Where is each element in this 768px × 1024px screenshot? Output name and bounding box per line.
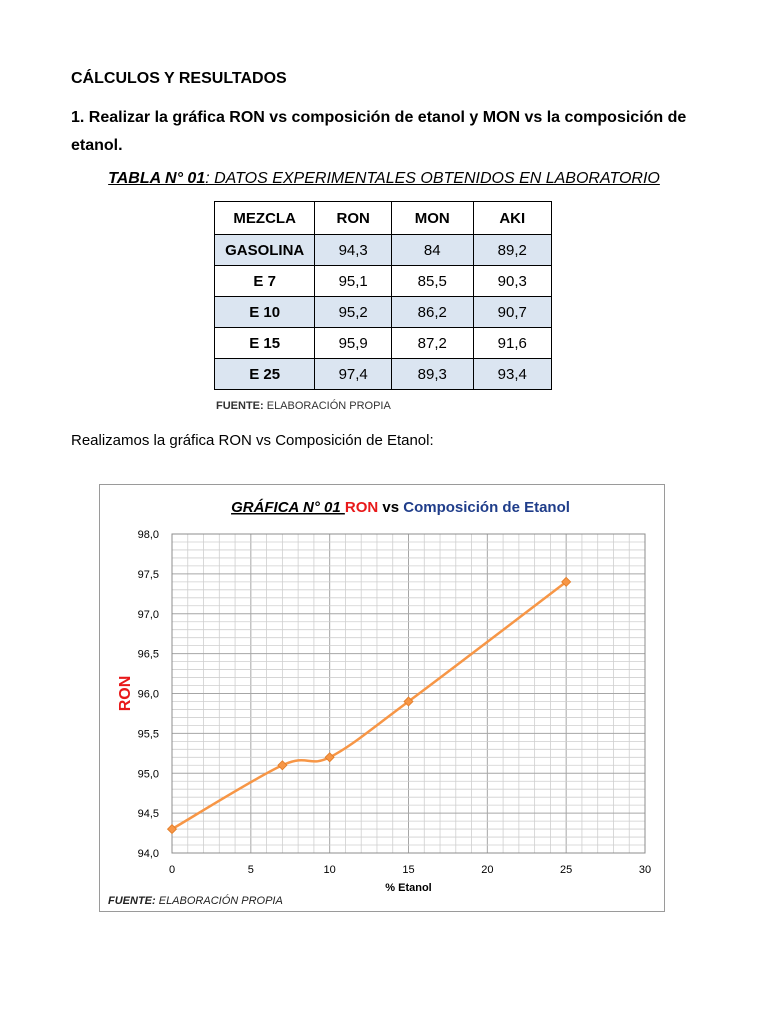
table-cell: E 7: [215, 266, 315, 297]
chart-title-part: RON: [344, 499, 379, 516]
chart-frame: [99, 484, 665, 912]
table-cell: 86,2: [391, 297, 473, 328]
chart-source-note: [108, 895, 283, 907]
table-cell: 89,2: [473, 235, 551, 266]
table-cell: GASOLINA: [215, 235, 315, 266]
x-tick-label: 0: [168, 864, 176, 876]
table-caption-label: TABLA N° 01: [108, 170, 206, 187]
table-cell: 95,9: [315, 328, 392, 359]
table-cell: 85,5: [391, 266, 473, 297]
x-tick-label: 25: [560, 864, 573, 876]
section-title: CÁLCULOS Y RESULTADOS: [71, 70, 287, 87]
table-cell: 93,4: [473, 359, 551, 390]
ron-chart: [100, 485, 664, 911]
y-tick-label: 94,0: [137, 848, 159, 860]
data-point-marker: [278, 761, 287, 770]
y-tick-label: 96,0: [137, 688, 159, 701]
x-tick-label: 15: [402, 864, 415, 876]
y-tick-label: 94,5: [137, 808, 159, 821]
chart-source-label: FUENTE:: [108, 895, 156, 907]
table-caption-text: : DATOS EXPERIMENTALES OBTENIDOS EN LABORATORIO: [205, 170, 660, 187]
y-tick-label: 97,0: [137, 608, 159, 621]
chart-title: [231, 499, 570, 516]
table-cell: 95,1: [315, 266, 392, 297]
table-source-label: FUENTE:: [216, 400, 264, 412]
table-cell: 94,3: [315, 235, 392, 266]
chart-source-text: ELABORACIÓN PROPIA: [155, 895, 283, 907]
chart-intro-text: Realizamos la gráfica RON vs Composición de Etanol:: [71, 432, 434, 449]
table-header-cell: MEZCLA: [215, 202, 315, 235]
chart-title-part: GRÁFICA N° 01: [231, 499, 345, 516]
ron-series-line: [172, 582, 566, 829]
x-tick-label: 30: [638, 864, 652, 876]
table-source-note: [216, 400, 391, 412]
table-caption: [0, 170, 768, 188]
y-tick-label: 96,5: [137, 648, 159, 661]
table-row: [215, 235, 552, 266]
x-axis-label: % Etanol: [385, 882, 432, 894]
chart-title-part: Composición de Etanol: [403, 499, 570, 516]
table-row: [215, 328, 552, 359]
item-1-text: 1. Realizar la gráfica RON vs composición de etanol y MON vs la composición de: [71, 109, 687, 126]
table-row: [215, 359, 552, 390]
x-tick-label: 5: [247, 864, 254, 876]
table-cell: 97,4: [315, 359, 392, 390]
table-cell: E 25: [215, 359, 315, 390]
table-cell: 87,2: [391, 328, 473, 359]
y-tick-label: 97,5: [137, 568, 159, 581]
table-header-cell: RON: [315, 202, 392, 235]
y-axis-label: RON: [117, 675, 134, 712]
table-cell: 90,3: [473, 266, 551, 297]
table-cell: E 10: [215, 297, 315, 328]
table-cell: E 15: [215, 328, 315, 359]
chart-grid: [172, 534, 645, 853]
table-cell: 91,6: [473, 328, 551, 359]
x-tick-label: 20: [481, 864, 494, 876]
table-cell: 95,2: [315, 297, 392, 328]
chart-title-part: vs: [378, 499, 404, 516]
x-tick-label: 10: [323, 864, 336, 876]
table-header-row: [215, 202, 552, 235]
table-header-cell: MON: [391, 202, 473, 235]
y-tick-label: 98,0: [137, 529, 159, 541]
data-point-marker: [325, 753, 334, 762]
item-1-text-continued: etanol.: [71, 137, 123, 154]
table-source-text: ELABORACIÓN PROPIA: [263, 400, 391, 412]
table-header-cell: AKI: [473, 202, 551, 235]
y-tick-label: 95,0: [137, 768, 159, 781]
table-cell: 89,3: [391, 359, 473, 390]
table-row: [215, 266, 552, 297]
table-cell: 84: [391, 235, 473, 266]
y-tick-label: 95,5: [137, 728, 159, 741]
chart-series: [168, 577, 571, 833]
data-table: [214, 201, 552, 390]
table-row: [215, 297, 552, 328]
table-cell: 90,7: [473, 297, 551, 328]
